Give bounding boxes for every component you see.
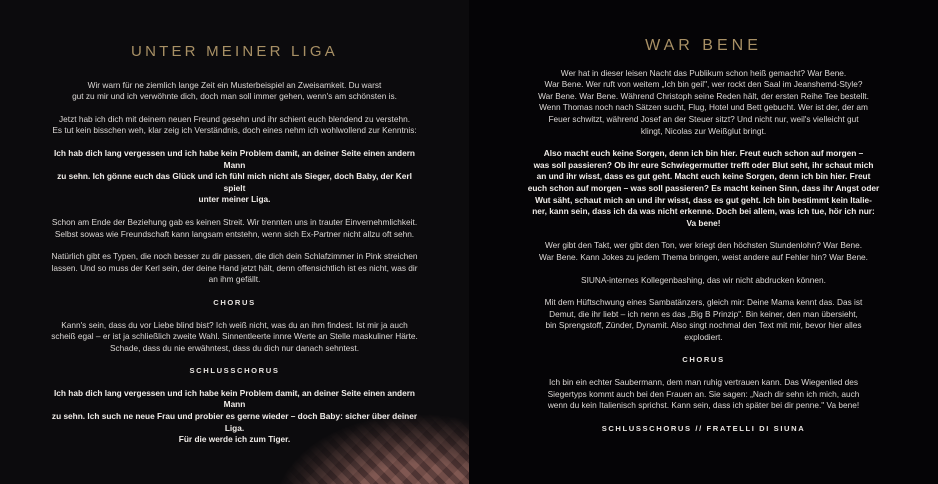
lyric-verse: Kann's sein, dass du vor Liebe blind bist? Ich weiß nicht, was du an ihm findest. Ist mir ja auch scheiß egal – er ist ja schließlich zweite Wahl. Sinnentleerte innre Werte an Stelle maskuliner Härte. Schade, dass du nie erwähntest, dass du dich nur danach sehntest. [51, 319, 418, 353]
chorus-verse: Ich hab dich lang vergessen und ich habe kein Problem damit, an deiner Seite einen andern Mann zu sehn. Ich gönne euch das Glück und ich fühl mich nicht als Sieger, doch Baby, der Kerl spielt unter meiner Liga. [53, 147, 415, 205]
section-heading: CHORUS [213, 297, 256, 307]
right-page [469, 0, 938, 484]
left-lyrics [48, 0, 421, 457]
lyric-verse: Wir warn für ne ziemlich lange Zeit ein Musterbeispiel an Zweisamkeit. Du warst gut zu mir und ich verwöhnte dich, doch man soll immer gehen, wenn's am schönsten is. [72, 79, 397, 102]
lyric-verse: Wer gibt den Takt, wer gibt den Ton, wer kriegt den höchsten Stundenlohn? War Bene. War Bene. Kann Jokes zu jedem Thema bringen, weist andere auf Fehler hin? War Bene. [539, 240, 868, 262]
lyric-verse: Ich bin ein echter Saubermann, dem man ruhig vertrauen kann. Das Wiegenlied des Siegertyps kommt auch bei den Frauen an. Sie sagen: „Nach dir sehn ich mich, auch wenn du kein Italienisch sprichst. Kann sein, dass ich später bei dir penne." Va bene! [547, 377, 860, 411]
lyric-verse: Jetzt hab ich dich mit deinem neuen Freund gesehn und ihr schient euch blendend zu verstehn. Es tut kein bisschen weh, klar zeig ich Verständnis, doch eines nehm ich wohlwollend zur Kenntnis: [52, 113, 417, 136]
chorus-verse: Also macht euch keine Sorgen, denn ich bin hier. Freut euch schon auf morgen – was soll passieren? Ob ihr eure Schwiegermutter trefft oder Blut seht, ihr schaut mich an und ihr wisst, dass es gut geht. Macht euch keine Sorgen, denn ich bin hier. Freut euch schon auf morgen – was soll passieren? Es macht keinen Sinn, dass ihr Angst oder Wut säht, schaut mich an und ihr wisst, dass es gut geht. Ich bin bestimmt kein Italie- ner, kann sein, dass ich da was nicht erkenne. Doch bei allem, was ich tue, hör ich nur: Va bene! [527, 148, 880, 228]
chorus-verse: Ich hab dich lang vergessen und ich habe kein Problem damit, an deiner Seite einen andern Mann zu sehn. Ich such ne neue Frau und probier es gerne wieder – doch Baby: sicher über deiner Liga. Für die werde ich zum Tiger. [51, 387, 418, 445]
lyric-verse: SIUNA-internes Kollegenbashing, das wir nicht abdrucken können. [581, 274, 826, 285]
section-heading: SCHLUSSCHORUS // FRATELLI DI SIUNA [601, 423, 806, 433]
song-title-war-bene: WAR BENE [645, 37, 762, 54]
section-heading: CHORUS [682, 355, 725, 365]
left-lyrics-body [48, 80, 421, 446]
lyric-verse: Natürlich gibt es Typen, die noch besser zu dir passen, die dich dein Schlafzimmer in Pink streichen lassen. Und so muss der Kerl sein, der deine Hand jetzt hält, denn offensichtlich ist es nicht, was dir an ihm gefällt. [51, 251, 418, 285]
section-heading: SCHLUSSCHORUS [189, 366, 280, 376]
lyric-verse: Mit dem Hüftschwung eines Sambatänzers, gleich mir: Deine Mama kennt das. Das ist Demut, die ihr liebt – ich nenn es das „Big B Prinzip". Bin keiner, den man übersieht, bin Sprengstoff, Zünder, Dynamit. Also singt nochmal den Text mit mir, bevor hier alles explodiert. [544, 297, 863, 342]
lyric-verse: Schon am Ende der Beziehung gab es keinen Streit. Wir trennten uns in trauter Einvernehmlichkeit. Selbst sowas wie Freundschaft kann langsam entstehn, wenn sich Ex-Partner nicht allzu oft sehn. [51, 216, 418, 239]
right-lyrics [515, 0, 892, 445]
lyric-verse: Wer hat in dieser leisen Nacht das Publikum schon heiß gemacht? War Bene. War Bene. Wer ruft von weitem „Ich bin geil", wer rockt den Saal im Jeanshemd-Style? War Bene. War Bene. Während Christoph seine Reden hält, der ersten Reihe Tee bestellt. Wenn Thomas noch nach Sätzen sucht, Flug, Hotel und Bett gebucht. Wer ist der, der am Feuer schwitzt, während Josef an der Steuer sitzt? Und nicht nur, weil's vielleicht gut klingt, Nicolas zur Weißglut bringt. [538, 67, 869, 136]
right-lyrics-body [515, 68, 892, 435]
song-title-unter-meiner-liga: UNTER MEINER LIGA [131, 43, 338, 60]
